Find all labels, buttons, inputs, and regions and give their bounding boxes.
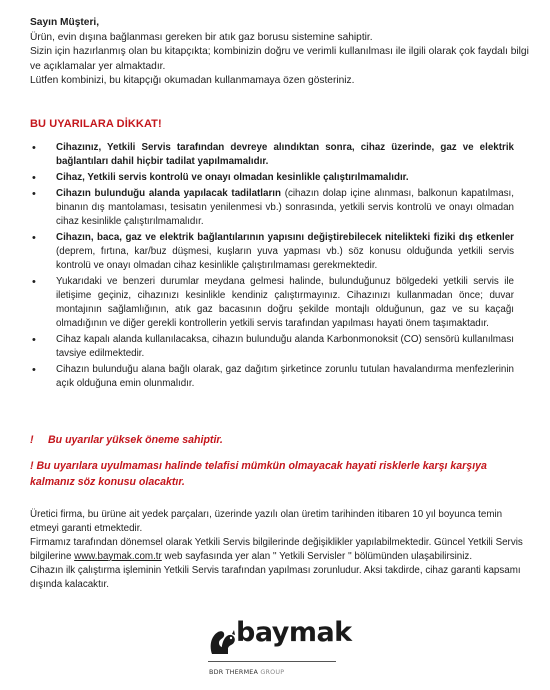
intro-section [30,16,530,89]
rule-text: Yukarıdaki ve benzeri durumlar meydana gelmesi halinde, bulunduğunuz bölgedeki yetkili servis ile iletişime geçiniz, cihazınızı kesinlikle kendiniz çalıştırmayınız. Cihazınızı kullanmadan önce; duvar montajının sağlamlığının, atık gaz bacasının doğru şekilde montajlı olduğunun, gaz ve su kaçağı olmadığının ve diğer gerekli kontrollerin yetkili servis tarafından yapılması hayati önem taşımaktadır. [56,275,514,329]
baymak-logo [206,617,352,680]
squirrel-icon [208,624,238,658]
risk-warning: ! Bu uyarılara uyulmaması halinde telafisi mümkün olmayacak hayati risklerle karşı karşıya kalmanız söz konusu olacaktır. [30,460,487,489]
exclamation-mark: ! [30,434,34,446]
rule-text: (deprem, fırtına, kar/buz düşmesi, kuşların yuva yapması vb.) söz konusu olduğunda yetkili servis kontrolü ve onayı olmadan cihaz kesinlikle çalıştırılmaması gerekmektedir. [56,245,514,271]
service-text-b: web sayfasında yer alan '' Yetkili Servisler '' bölümünden ulaşabilirsiniz. [161,550,473,562]
warning-list [56,141,514,392]
importance-note [30,434,223,446]
service-info-note [30,536,530,564]
rule-text: Cihazın bulunduğu alana bağlı olarak, gaz dağıtım şirketince zorunlu tutulan havalandırma menfezlerinin açık olduğuna emin olunmalıdır. [56,363,514,389]
rule-text: (cihazın dolap içine alınması, balkonun kapatılması, binanın dış mantolaması, tesisatın yenilenmesi vb.) sonrasında, yetkili servis kontrolü ve onayı olmadan cihaz kesinlikle çalıştırılmamalıdır. [56,187,515,227]
list-item [56,363,514,391]
list-item [56,231,514,273]
rule-bold: Cihazın, baca, gaz ve elektrik bağlantılarının yapısını değiştirebilecek nitelikteki fiziki dış etkenler [56,231,514,243]
list-item [56,171,514,185]
service-text-a: Firmamız tarafından dönemsel olarak Yetkili Servis bilgilerinde değişiklikler yapılabilmektedir. Güncel Yetkili Servis bilgilerine [30,536,523,562]
group-suffix: GROUP [260,668,285,676]
warranty-section [30,508,530,591]
rule-bold: Cihazın bulunduğu alanda yapılacak tadilatların [56,187,281,199]
list-item [56,187,514,229]
list-item [56,275,514,331]
intro-line-1: Ürün, evin dışına bağlanması gereken bir atık gaz borusu sistemine sahiptir. [30,31,373,43]
brand-wordmark: baymak [236,617,352,648]
spare-parts-note: Üretici firma, bu ürüne ait yedek parçaları, üzerinde yazılı olan üretim tarihinden itibaren 10 yıl boyunca temin etmeyi garanti etmektedir. [30,509,503,534]
first-start-note: Cihazın ilk çalıştırma işleminin Yetkili Servis tarafından yapılması zorunludur. Aksi takdirde, cihaz garanti kapsamı dışında kalacaktır. [30,564,521,590]
list-item [56,141,514,169]
importance-text: Bu uyarılar yüksek öneme sahiptir. [48,434,223,446]
list-item [56,333,514,361]
group-name: BDR THERMEA [209,668,259,676]
warning-title: BU UYARILARA DİKKAT! [30,118,162,130]
greeting: Sayın Müşteri, [30,17,100,28]
intro-line-3: Lütfen kombinizi, bu kitapçığı okumadan kullanmamaya özen gösteriniz. [30,75,355,87]
group-label [209,668,284,676]
rule-text: Cihaz kapalı alanda kullanılacaksa, cihazın bulunduğu alanda Karbonmonoksit (CO) sensörü kullanılması tavsiye edilmektedir. [56,333,514,359]
rule-bold: Cihazınız, Yetkili Servis tarafından devreye alındıktan sonra, cihaz üzerinde, gaz ve elektrik bağlantıları dahil hiçbir tadilat yapılmamalıdır. [56,142,514,168]
logo-divider [208,661,336,662]
website-link[interactable]: www.baymak.com.tr [74,550,162,562]
rule-bold: Cihaz, Yetkili servis kontrolü ve onayı olmadan kesinlikle çalıştırılmamalıdır. [56,171,409,183]
intro-line-2: Sizin için hazırlanmış olan bu kitapçıkta; kombinizin doğru ve verimli kullanılması ile ilgili olarak çok faydalı bilgi ve açıklamalar yer almaktadır. [30,46,529,72]
